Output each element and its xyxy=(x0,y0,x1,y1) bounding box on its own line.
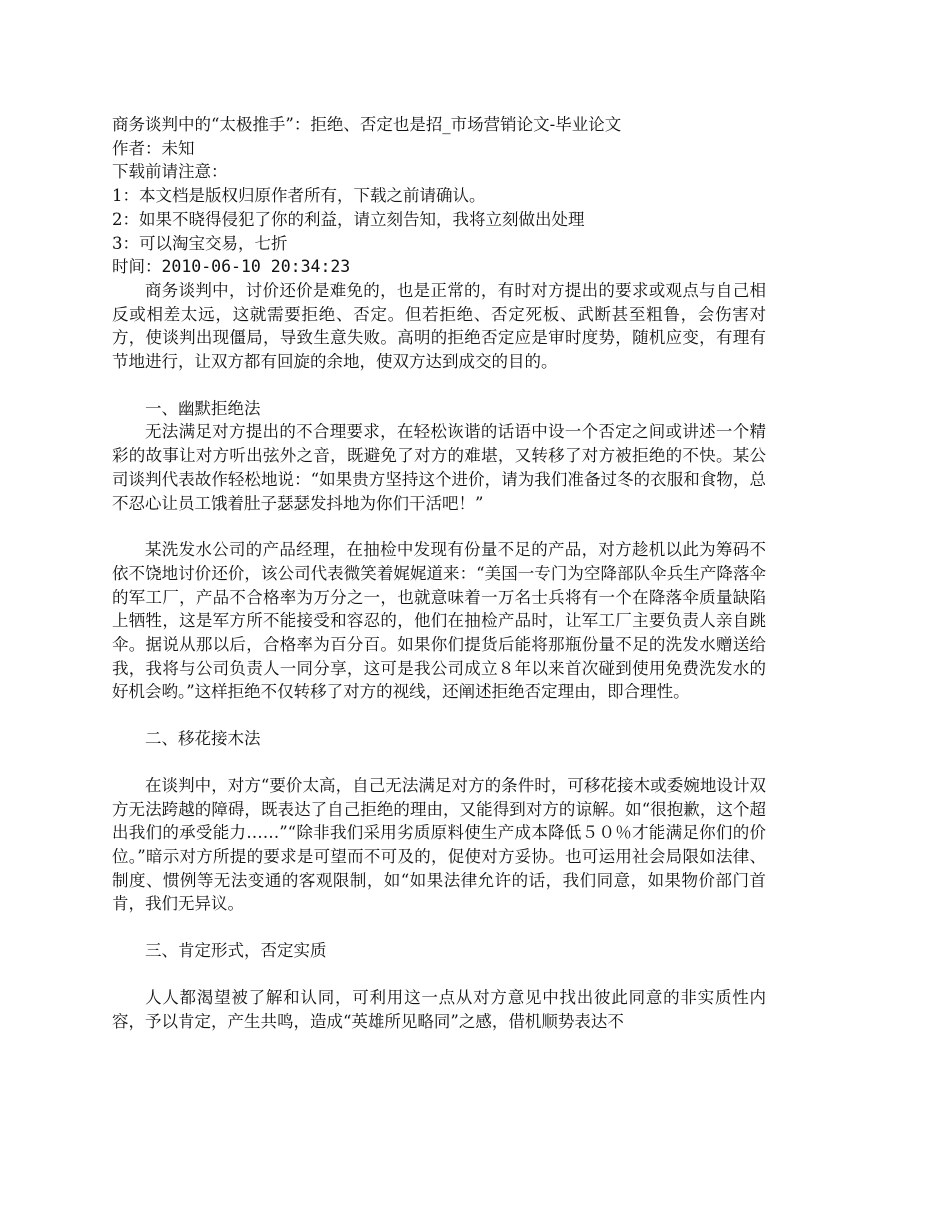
body-paragraph: 人人都渴望被了解和认同，可利用这一点从对方意见中找出彼此同意的非实质性内容，予以肯定，产生共鸣，造成“英雄所见略同”之感，借机顺势表达不 xyxy=(112,987,766,1031)
section-heading: 一、幽默拒绝法 xyxy=(145,398,261,418)
notice-item: 3：可以淘宝交易，七折 xyxy=(112,233,288,253)
body-paragraph: 某洗发水公司的产品经理，在抽检中发现有份量不足的产品，对方趁机以此为筹码不依不饶地讨价还价，该公司代表微笑着娓娓道来：“美国一专门为空降部队伞兵生产降落伞的军工厂，产品不合格率为万分之一，也就意味着一万名士兵将有一个在降落伞质量缺陷上牺牲，这是军方所不能接受和容忍的，他们在抽检产品时，让军工厂主要负责人亲自跳伞。据说从那以后，合格率为百分百。如果你们提货后能将那瓶份量不足的洗发水赠送给我，我将与公司负责人一同分享，这可是我公司成立８年以来首次碰到使用免费洗发水的好机会哟。”这样拒绝不仅转移了对方的视线，还阐述拒绝否定理由，即合理性。 xyxy=(112,540,766,702)
body-paragraph: 在谈判中，对方“要价太高，自己无法满足对方的条件时，可移花接木或委婉地设计双方无法跨越的障碍，既表达了自己拒绝的理由，又能得到对方的谅解。如“很抱歉，这个超出我们的承受能力……”“除非我们采用劣质原料使生产成本降低５０％才能满足你们的价位。”暗示对方所提的要求是可望而不可及的，促使对方妥协。也可运用社会局限如法律、制度、惯例等无法变通的客观限制，如“如果法律允许的话，我们同意，如果物价部门首肯，我们无异议。 xyxy=(112,775,766,914)
document-body xyxy=(112,113,766,1033)
author-line: 作者：未知 xyxy=(112,138,195,158)
document-title: 商务谈判中的“太极推手”：拒绝、否定也是招_市场营销论文-毕业论文 xyxy=(112,115,622,134)
notice-item: 1：本文档是版权归原作者所有，下载之前请确认。 xyxy=(112,186,486,206)
notice-item: 2：如果不晓得侵犯了你的利益，请立刻告知，我将立刻做出处理 xyxy=(112,209,585,229)
notice-title: 下载前请注意： xyxy=(112,162,228,182)
body-paragraph: 无法满足对方提出的不合理要求，在轻松诙谐的话语中设一个否定之间或讲述一个精彩的故事让对方听出弦外之音，既避免了对方的难堪，又转移了对方被拒绝的不快。某公司谈判代表故作轻松地说：“如果贵方坚持这个进价，请为我们准备过冬的衣服和食物，总不忍心让员工饿着肚子瑟瑟发抖地为你们干活吧！” xyxy=(112,422,766,513)
intro-paragraph: 商务谈判中，讨价还价是难免的，也是正常的，有时对方提出的要求或观点与自己相反或相差太远，这就需要拒绝、否定。但若拒绝、否定死板、武断甚至粗鲁，会伤害对方，使谈判出现僵局，导致生意失败。高明的拒绝否定应是审时度势，随机应变，有理有节地进行，让双方都有回旋的余地，使双方达到成交的目的。 xyxy=(112,280,766,372)
time-line: 时间：2010-06-10 20:34:23 xyxy=(112,257,351,277)
section-heading: 二、移花接木法 xyxy=(145,729,261,749)
section-heading: 三、肯定形式，否定实质 xyxy=(145,941,327,961)
